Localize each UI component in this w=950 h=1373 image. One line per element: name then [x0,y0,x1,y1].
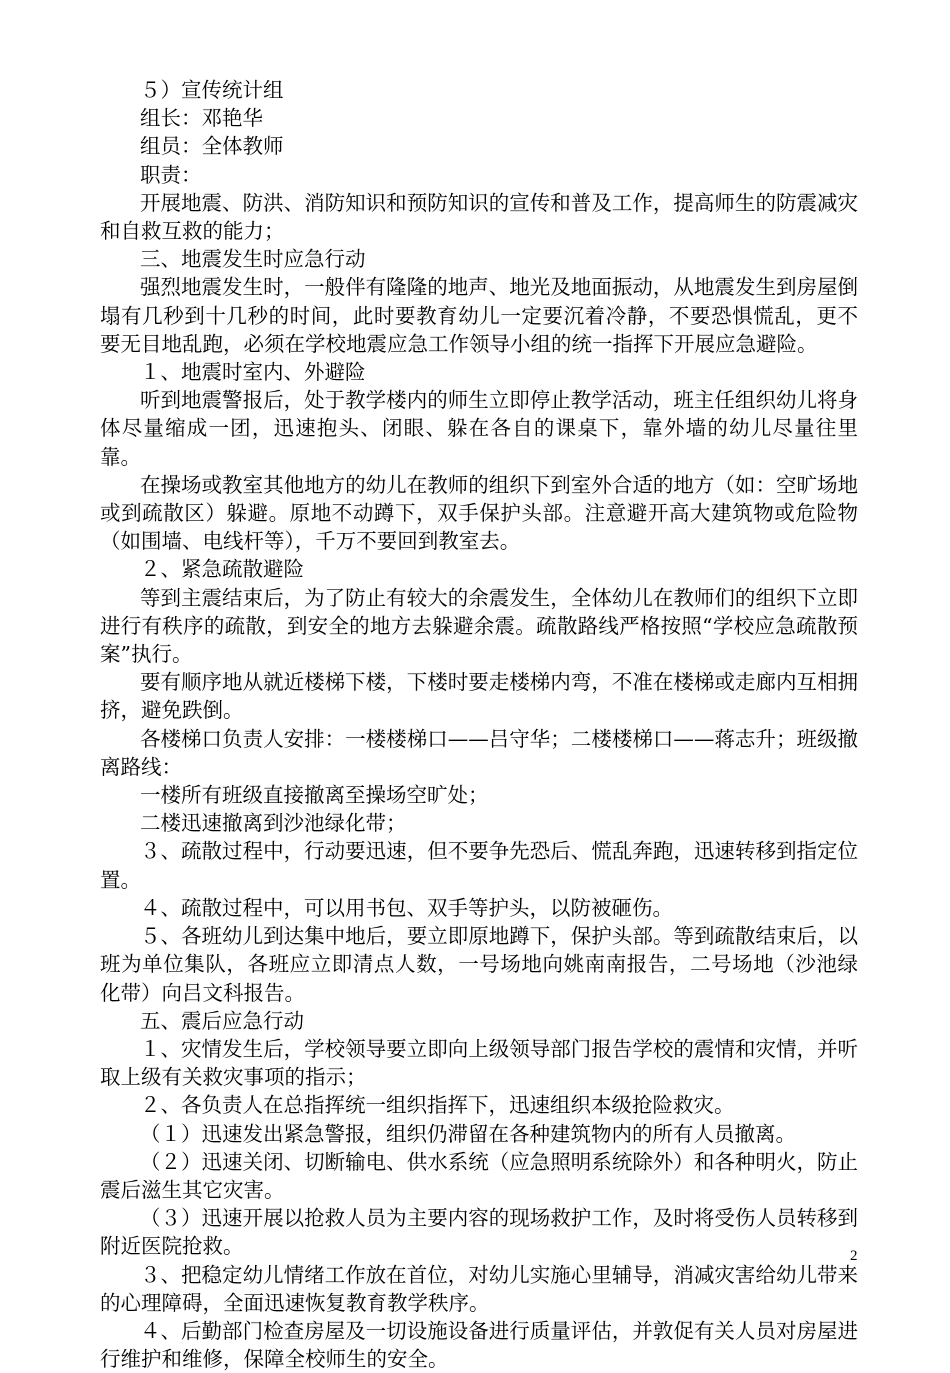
paragraph: 强烈地震发生时，一般伴有隆隆的地声、地光及地面振动，从地震发生到房屋倒塌有几秒到十几秒的时间，此时要教育幼儿一定要沉着冷静，不要恐惧慌乱，更不要无目地乱跑，必须在学校地震应急工作领导小组的统一指挥下开展应急避险。 [100,275,858,356]
paragraph: 一楼所有班级直接撤离至操场空旷处； [140,783,489,808]
paragraph: ５）宣传统计组 [140,78,284,102]
paragraph: １、灾情发生后，学校领导要立即向上级领导部门报告学校的震情和灾情，并听取上级有关救灾事项的指示； [100,1036,858,1090]
paragraph: 要有顺序地从就近楼梯下楼，下楼时要走楼梯内弯，不准在楼梯或走廊内互相拥挤，避免跌倒。 [100,670,858,723]
paragraph: 开展地震、防洪、消防知识和预防知识的宣传和普及工作，提高师生的防震减灾和自救互救的能力； [100,190,858,244]
paragraph: ４、后勤部门检查房屋及一切设施设备进行质量评估，并敦促有关人员对房屋进行维护和维修，保障全校师生的安全。 [100,1318,858,1372]
paragraph: 听到地震警报后，处于教学楼内的师生立即停止教学活动，班主任组织幼儿将身体尽量缩成一团，迅速抱头、闭眼、躲在各自的课桌下，靠外墙的幼儿尽量往里靠。 [100,388,858,469]
paragraph: 在操场或教室其他地方的幼儿在教师的组织下到室外合适的地方（如：空旷场地或到疏散区）躲避。原地不动蹲下，双手保护头部。注意避开高大建筑物或危险物（如围墙、电线杆等），千万不要回到教室去。 [100,472,858,554]
paragraph: 组员：全体教师 [140,134,284,159]
paragraph: 等到主震结束后，为了防止有较大的余震发生，全体幼儿在教师们的组织下立即进行有秩序的疏散，到安全的地方去躲避余震。疏散路线严格按照“学校应急疏散预案”执行。 [100,585,858,667]
document-body [100,76,858,1373]
subsection-heading: ２、紧急疏散避险 [140,557,304,582]
paragraph: 组长：邓艳华 [140,106,263,131]
paragraph: （１）迅速发出紧急警报，组织仍滞留在各种建筑物内的所有人员撤离。 [140,1121,796,1146]
paragraph: ２、各负责人在总指挥统一组织指挥下，迅速组织本级抢险救灾。 [140,1093,735,1118]
section-heading: 三、地震发生时应急行动 [140,247,366,272]
section-heading: 五、震后应急行动 [140,1008,304,1033]
paragraph: （２）迅速关闭、切断输电、供水系统（应急照明系统除外）和各种明火，防止震后滋生其它灾害。 [100,1149,858,1202]
paragraph: 职责： [140,162,202,187]
paragraph: ３、把稳定幼儿情绪工作放在首位，对幼儿实施心里辅导，消减灾害给幼儿带来的心理障碍，全面迅速恢复教育教学秩序。 [100,1262,858,1315]
paragraph: 二楼迅速撤离到沙池绿化带； [140,811,407,836]
paragraph: 各楼梯口负责人安排：一楼楼梯口——吕守华；二楼楼梯口——蒋志升；班级撤离路线： [100,726,858,779]
paragraph: ５、各班幼儿到达集中地后，要立即原地蹲下，保护头部。等到疏散结束后，以班为单位集队，各班应立即清点人数，一号场地向姚南南报告，二号场地（沙池绿化带）向吕文科报告。 [100,924,858,1005]
paragraph: ３、疏散过程中，行动要迅速，但不要争先恐后、慌乱奔跑，迅速转移到指定位置。 [100,839,858,892]
paragraph: ４、疏散过程中，可以用书包、双手等护头，以防被砸伤。 [140,895,673,920]
paragraph: （３）迅速开展以抢救人员为主要内容的现场救护工作，及时将受伤人员转移到附近医院抢救。 [100,1206,858,1259]
page-number: 2 [850,1248,858,1264]
subsection-heading: １、地震时室内、外避险 [140,360,366,385]
